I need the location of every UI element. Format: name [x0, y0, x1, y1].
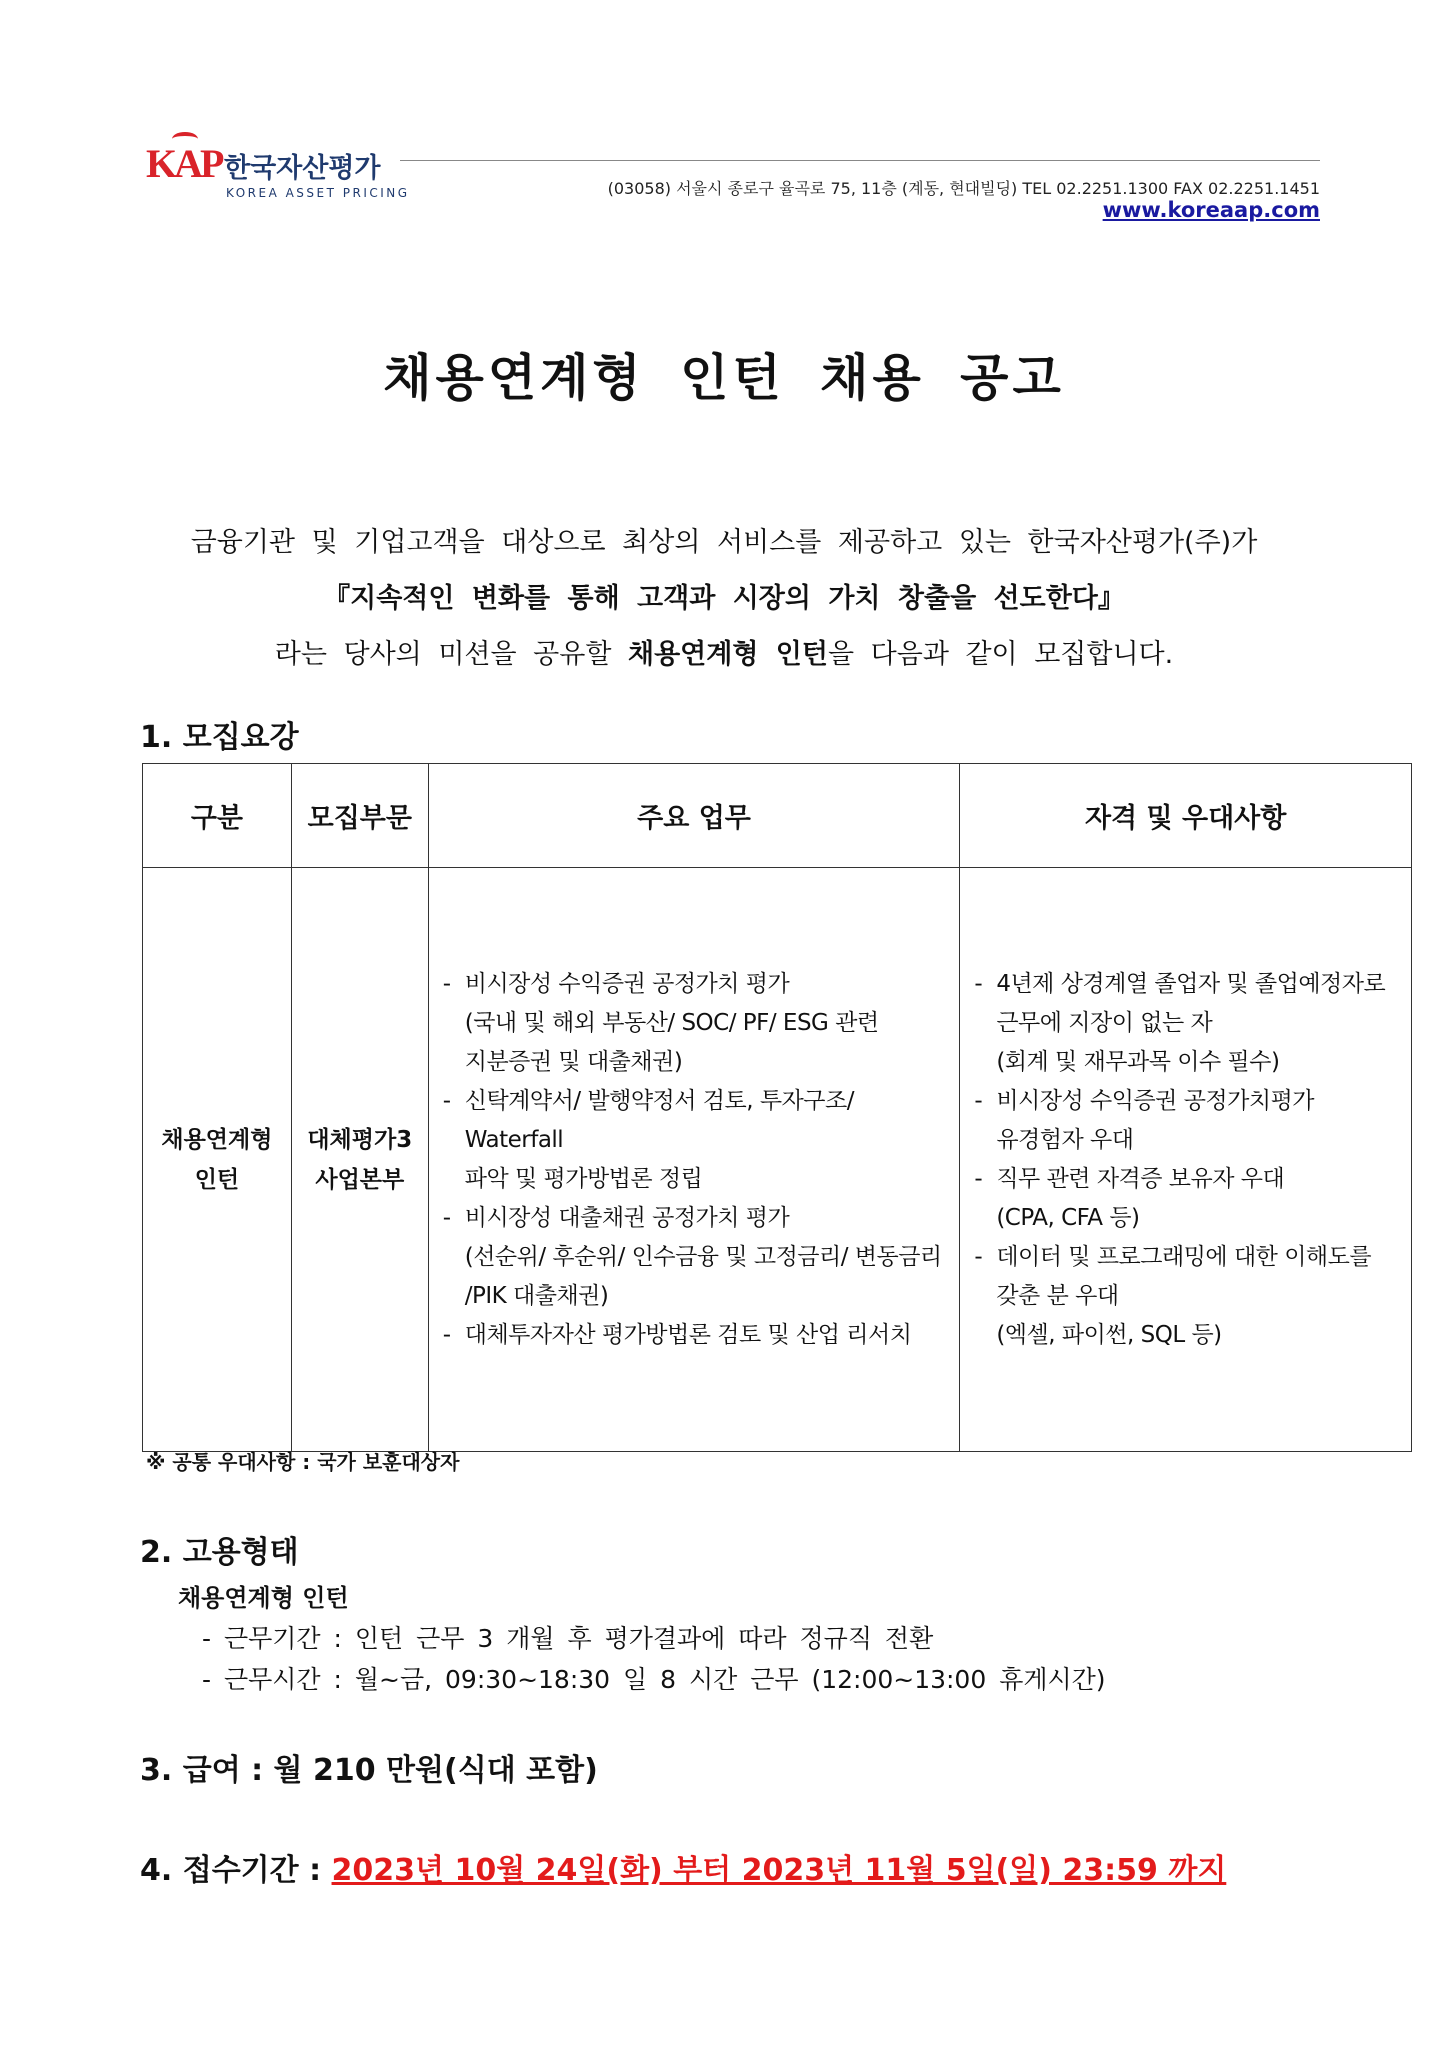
- page-title: 채용연계형 인턴 채용 공고: [383, 349, 1065, 407]
- logo-mark: KAP: [146, 140, 221, 187]
- table-row: [143, 868, 1412, 1452]
- list-item: - 직무 관련 자격증 보유자 우대 (CPA, CFA 등): [974, 1160, 1403, 1238]
- recruitment-table: [142, 763, 1412, 1452]
- table-header-row: [143, 764, 1412, 868]
- column-header: 자격 및 우대사항: [960, 764, 1412, 868]
- list-item: - 비시장성 대출채권 공정가치 평가 (선순위/ 후순위/ 인수금융 및 고정금리/ 변동금리 /PIK 대출채권): [443, 1199, 952, 1316]
- intro-line-1: 금융기관 및 기업고객을 대상으로 최상의 서비스를 제공하고 있는 한국자산평가(주)가: [190, 527, 1258, 558]
- employment-type: 채용연계형 인턴: [178, 1584, 349, 1612]
- section-application-period: 4. 접수기간 : 2023년 10월 24일(화) 부터 2023년 11월 5일(일) 23:59 까지: [140, 1853, 1227, 1888]
- list-item: - 비시장성 수익증권 공정가치 평가 (국내 및 해외 부동산/ SOC/ PF/ ESG 관련 지분증권 및 대출채권): [443, 965, 952, 1082]
- department-cell: 대체평가3 사업본부: [291, 868, 428, 1452]
- list-item: - 4년제 상경계열 졸업자 및 졸업예정자로 근무에 지장이 없는 자 (회계 및 재무과목 이수 필수): [974, 965, 1403, 1082]
- list-item: - 대체투자자산 평가방법론 검토 및 산업 리서치: [443, 1316, 952, 1355]
- intro-line-3: 라는 당사의 미션을 공유할 채용연계형 인턴을 다음과 같이 모집합니다.: [274, 639, 1174, 670]
- company-logo: [146, 136, 410, 206]
- list-item: - 데이터 및 프로그래밍에 대한 이해도를 갖춘 분 우대 (엑셀, 파이썬, SQL 등): [974, 1238, 1403, 1355]
- header-divider: [400, 160, 1320, 161]
- work-period: - 근무기간 : 인턴 근무 3 개월 후 평가결과에 따라 정규직 전환: [202, 1624, 934, 1653]
- work-hours: - 근무시간 : 월~금, 09:30~18:30 일 8 시간 근무 (12:00~13:00 휴게시간): [202, 1665, 1106, 1694]
- section-recruitment-heading: 1. 모집요강: [140, 720, 299, 755]
- qualifications-cell: [960, 868, 1412, 1452]
- section-employment-heading: 2. 고용형태: [140, 1535, 299, 1570]
- column-header: 구분: [143, 764, 292, 868]
- list-item: - 비시장성 수익증권 공정가치평가 유경험자 우대: [974, 1082, 1403, 1160]
- application-deadline: 2023년 10월 24일(화) 부터 2023년 11월 5일(일) 23:59 까지: [331, 1853, 1227, 1888]
- common-preference-note: ※ 공통 우대사항 : 국가 보훈대상자: [146, 1450, 460, 1474]
- column-header: 주요 업무: [428, 764, 960, 868]
- company-website-link[interactable]: www.koreaap.com: [1102, 198, 1320, 222]
- column-header: 모집부문: [291, 764, 428, 868]
- list-item: - 신탁계약서/ 발행약정서 검토, 투자구조/ Waterfall 파악 및 평가방법론 정립: [443, 1082, 952, 1199]
- qualifications-list: [960, 965, 1411, 1355]
- company-address: (03058) 서울시 종로구 율곡로 75, 11층 (계동, 현대빌딩) TEL 02.2251.1300 FAX 02.2251.1451: [607, 179, 1320, 198]
- section-salary-heading: 3. 급여 : 월 210 만원(식대 포함): [140, 1753, 598, 1788]
- duties-cell: [428, 868, 960, 1452]
- logo-korean-name: 한국자산평가: [224, 153, 381, 184]
- logo-english-name: KOREA ASSET PRICING: [226, 186, 410, 200]
- intro-mission: 『지속적인 변화를 통해 고객과 시장의 가치 창출을 선도한다』: [323, 583, 1125, 614]
- category-cell: 채용연계형 인턴: [143, 868, 292, 1452]
- duties-list: [429, 965, 960, 1355]
- intro-highlight: 채용연계형 인턴: [628, 639, 828, 670]
